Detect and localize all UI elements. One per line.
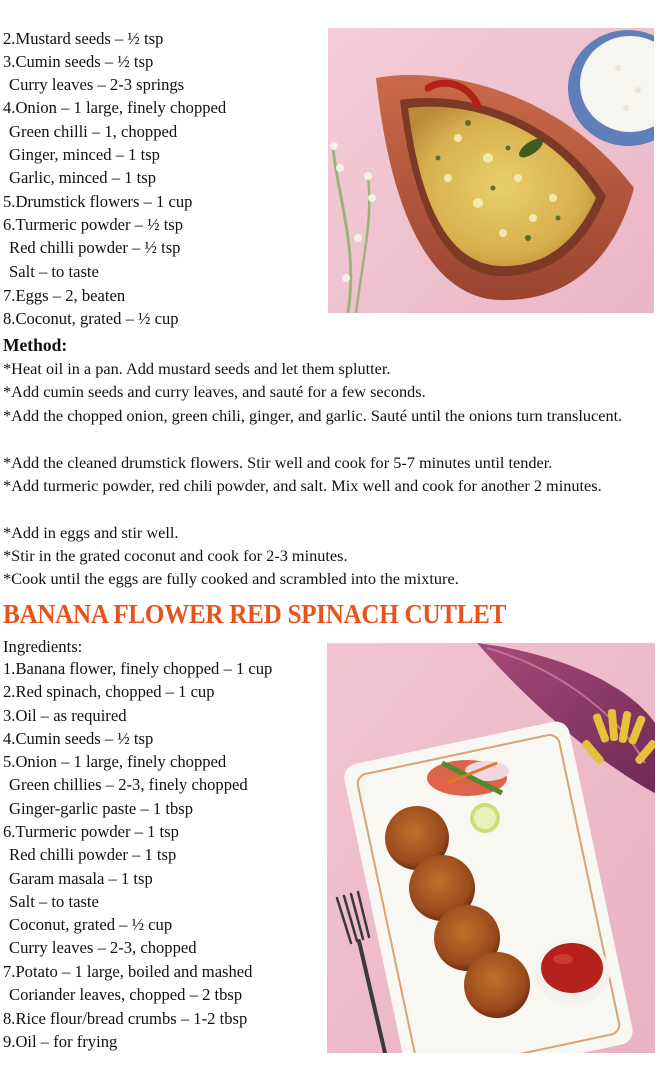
ingredient-line: Curry leaves – 2-3, chopped (9, 938, 197, 957)
ingredient-line: 6.Turmeric powder – ½ tsp (3, 215, 184, 234)
ingredient-line: 2.Red spinach, chopped – 1 cup (3, 682, 215, 701)
ingredient-line: 3.Cumin seeds – ½ tsp (3, 52, 154, 71)
ingredient-line: Coconut, grated – ½ cup (9, 915, 173, 934)
ingredient-line: 4.Onion – 1 large, finely chopped (3, 98, 227, 117)
method-step: *Add the chopped onion, green chili, ginger, and garlic. Sauté until the onions turn translucent. (3, 406, 623, 425)
ingredient-line: 7.Potato – 1 large, boiled and mashed (3, 962, 253, 981)
ingredient-line: 4.Cumin seeds – ½ tsp (3, 729, 154, 748)
method-step: *Heat oil in a pan. Add mustard seeds and let them splutter. (3, 359, 391, 378)
ingredient-line: 8.Rice flour/bread crumbs – 1-2 tbsp (3, 1009, 248, 1028)
ingredient-line: Red chilli powder – 1 tsp (9, 845, 177, 864)
method-step: *Cook until the eggs are fully cooked and scrambled into the mixture. (3, 569, 459, 588)
method-step: *Add in eggs and stir well. (3, 523, 179, 542)
ingredient-line: 7.Eggs – 2, beaten (3, 286, 126, 305)
ingredients-heading: Ingredients: (3, 637, 83, 656)
ingredient-line: Green chillies – 2-3, finely chopped (9, 775, 248, 794)
ingredient-line: 3.Oil – as required (3, 706, 127, 725)
ingredient-line: Garlic, minced – 1 tsp (9, 168, 157, 187)
ingredient-line: 1.Banana flower, finely chopped – 1 cup (3, 659, 273, 678)
ingredient-line: Ginger, minced – 1 tsp (9, 145, 160, 164)
recipe-title: BANANA FLOWER RED SPINACH CUTLET (3, 599, 507, 629)
ingredient-line: 9.Oil – for frying (3, 1032, 118, 1051)
ingredient-line: 5.Drumstick flowers – 1 cup (3, 192, 193, 211)
ingredient-line: Curry leaves – 2-3 springs (9, 75, 185, 94)
method-step: *Add cumin seeds and curry leaves, and sauté for a few seconds. (3, 382, 426, 401)
ingredient-line: Garam masala – 1 tsp (9, 869, 153, 888)
method-heading: Method: (3, 335, 68, 355)
method-step: *Stir in the grated coconut and cook for 2-3 minutes. (3, 546, 348, 565)
ingredient-line: 5.Onion – 1 large, finely chopped (3, 752, 227, 771)
ingredient-line: Salt – to taste (9, 892, 99, 911)
ingredient-line: 6.Turmeric powder – 1 tsp (3, 822, 179, 841)
banana-flower-cutlet-photo (327, 643, 655, 1053)
method-step: *Add turmeric powder, red chili powder, and salt. Mix well and cook for another 2 minutes. (3, 476, 602, 495)
ingredient-line: 2.Mustard seeds – ½ tsp (3, 29, 164, 48)
ingredient-line: 8.Coconut, grated – ½ cup (3, 309, 179, 328)
method-step: *Add the cleaned drumstick flowers. Stir well and cook for 5-7 minutes until tender. (3, 453, 553, 472)
ingredient-line: Red chilli powder – ½ tsp (9, 238, 181, 257)
ingredient-line: Green chilli – 1, chopped (9, 122, 178, 141)
drumstick-flower-stir-fry-photo (328, 28, 654, 313)
ingredient-line: Ginger-garlic paste – 1 tbsp (9, 799, 193, 818)
ingredient-line: Salt – to taste (9, 262, 99, 281)
ingredient-line: Coriander leaves, chopped – 2 tbsp (9, 985, 243, 1004)
